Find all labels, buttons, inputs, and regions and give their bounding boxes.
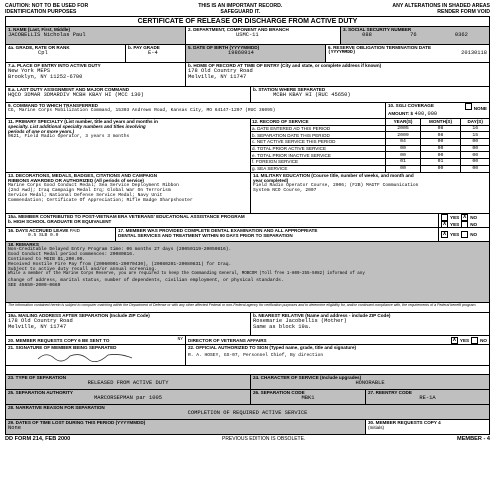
field-8b-station-separated: b. STATION WHERE SEPARATED MCBH KBAY HI (RUC 45650) (253, 87, 351, 98)
field-5-dob: 5. DATE OF BIRTH (YYYYMMDD) 19860914 (186, 45, 326, 62)
field-14-military-education: 14. MILITARY EDUCATION (Course title, number of weeks, and month and year completed) Field Radio Operator Course, 2006; (F2B) MAGTF Communication System NCO Course, 2007 (253, 173, 419, 194)
field-4a-grade: 4a. GRADE, RATE OR RANK Cpl (6, 45, 126, 62)
field-23-type-of-separation: 23. TYPE OF SEPARATION RELEASED FROM ACTIVE DUTY (6, 375, 251, 389)
sgli-none-checkbox[interactable] (465, 103, 472, 110)
service-row-label: a. DATE ENTERED AD THIS PERIOD (251, 125, 386, 132)
field-6-reserve-obligation: 6. RESERVE OBLIGATION TERMINATION DATE (YYYYMMDD) 20130118 (328, 45, 487, 56)
field-15-yes-no: YES X NO X YES NO (442, 214, 478, 227)
15b-no-checkbox[interactable] (461, 221, 468, 227)
service-row-label: e. TOTAL PRIOR INACTIVE SERVICE (251, 152, 386, 159)
service-row-label: g. SEA SERVICE (251, 165, 386, 172)
alterations-warning: ANY ALTERATIONS IN SHADED AREAS (392, 3, 490, 9)
form-number: DD FORM 214, FEB 2000 (5, 436, 71, 442)
service-row-days: 00 (461, 145, 489, 152)
field-15-education-assistance: 15a. MEMBER CONTRIBUTED TO POST-VIETNAM ERA VETERANS' EDUCATIONAL ASSISTANCE PROGRAM b. HIGH SCHOOL GRADUATE OR EQUIVALENT (6, 214, 439, 227)
field-20-copy-6: 20. MEMBER REQUESTS COPY 6 BE SENT TO NY (6, 336, 186, 344)
service-record-row (251, 159, 489, 166)
field-8a-last-duty: 8.a. LAST DUTY ASSIGNMENT AND MAJOR COMMAND HQCO 3DMAR 3DMARDIV MCBH KBAY HI (MCC 130) (6, 87, 251, 102)
15a-no-checkbox[interactable]: X (463, 214, 467, 220)
caution-header (5, 4, 490, 16)
field-7a-place-of-entry: 7.a. PLACE OF ENTRY INTO ACTIVE DUTY New York MEPS Brooklyn, NY 11252-6700 (6, 63, 186, 86)
field-4b-pay-grade: b. PAY GRADE E-4 (126, 45, 186, 62)
20-no-checkbox[interactable] (471, 337, 478, 344)
field-10-sgli: 10. SGLI COVERAGE NONE AMOUNT: $ 400,000 (388, 103, 487, 117)
service-row-years: 04 (386, 139, 420, 146)
service-row-months: 08 (420, 132, 461, 139)
20-yes-checkbox[interactable]: X (452, 336, 457, 343)
caution-left: CAUTION: NOT TO BE USED FOR (5, 3, 89, 9)
field-19b-nearest-relative: b. NEAREST RELATIVE (Name and address - include ZIP Code) Rosemarie Jacobellis (Mother) Same as block 19a. (253, 313, 391, 330)
service-row-years: 00 (386, 152, 420, 159)
field-21-member-signature[interactable]: 21. SIGNATURE OF MEMBER BEING SEPARATED (6, 345, 186, 365)
safeguard: SAFEGUARD IT. (220, 8, 261, 15)
service-row-months: 00 (420, 152, 461, 159)
field-17-yes-no: X YES NO (442, 231, 478, 237)
form-body (5, 16, 490, 435)
important-record: THIS IS AN IMPORTANT RECORD. (198, 3, 283, 9)
field-12-record-of-service (251, 119, 489, 172)
service-row-years: 00 (386, 145, 420, 152)
service-row-label: d. TOTAL PRIOR ACTIVE SERVICE (251, 145, 386, 152)
matching-footnote: The information contained herein is subject to computer matching within the Department of Defense or with any other affected Federal or non-Federal agency for verification purposes and to determine eligibility for, and/or continued compliance with, the requirements of a Federal benefit program. (8, 303, 477, 307)
service-record-row (251, 125, 489, 132)
field-13-decorations: 13. DECORATIONS, MEDALS, BADGES, CITATIONS AND CAMPAIGN RIBBONS AWARDED OR AUTHORIZED (All periods of service) Marine Corps Good Conduct Medal; Sea Service Deployment Ribbon (2nd Awd); Iraq Campaign Medal Irq; Global War On Terrorism Service Medal; National Defense Service Medal; Navy Unit Commendation; Certificate Of Appreciation; Rifle Badge Sharpshooter (6, 173, 251, 213)
service-row-days: 00 (461, 159, 489, 166)
service-row-label: b. SEPARATION DATE THIS PERIOD (251, 132, 386, 139)
field-2-department: 2. DEPARTMENT, COMPONENT AND BRANCH USMC-11 (186, 27, 341, 44)
17-yes-checkbox[interactable]: X (442, 231, 447, 237)
caution-left-2: IDENTIFICATION PURPOSES (5, 8, 77, 15)
field-11-primary-specialty: 11. PRIMARY SPECIALTY (List number, title and years and months in specialty. List additional specialty numbers and titles involving periods of one or more years.) 0621, Field Radio Operator, 3 years 3 months (6, 119, 251, 172)
field-20-office: DIRECTOR OF VETERANS AFFAIRS X YES NO (188, 336, 487, 343)
form-footer (5, 436, 490, 442)
service-row-days: 00 (461, 139, 489, 146)
field-25-separation-authority: 25. SEPARATION AUTHORITY MARCORSEPMAN par 1005 (6, 390, 251, 404)
field-28-narrative-reason: 28. NARRATIVE REASON FOR SEPARATION COMPLETION OF REQUIRED ACTIVE SERVICE (8, 405, 308, 416)
field-18-remarks: 18. REMARKS Non-Creditable Delayed Entry Program time: 06 months 27 days (20050119-20050816). Good Conduct Medal period commences: 20080816. Continued to MGIB $1,200.00. Received Hostile Fire Pay from (20060901-20070430), (20080201-20080831) for Iraq. Subject to active duty recall and/or annual screening. While a member of the Marine Corps Reserve, you are required to keep the Commanding General, MOBCOM (Toll free 1-800-255-5082) informed of any change of address, marital status, number of dependents, civilian employment, or physical standards. SEE 45650-2009-0669 (8, 242, 365, 288)
service-row-years: 2005 (386, 125, 420, 132)
service-row-years: 2009 (386, 132, 420, 139)
field-29-time-lost: 29. DATES OF TIME LOST DURING THIS PERIOD (YYYYMMDD) None (6, 420, 366, 434)
field-1-name: 1. NAME (Last, First, Middle) JACOBELLIS Nicholas Paul (6, 27, 186, 44)
obsolete-note: PREVIOUS EDITION IS OBSOLETE. (221, 436, 306, 442)
service-row-days: 15 (461, 132, 489, 139)
service-record-row (251, 139, 489, 146)
field-26-separation-code: 26. SEPARATION CODE MBK1 (251, 390, 366, 404)
service-record-row (251, 132, 489, 139)
form-title: CERTIFICATE OF RELEASE OR DISCHARGE FROM ACTIVE DUTY (6, 17, 489, 27)
field-24-character-of-service: 24. CHARACTER OF SERVICE (Include upgrades) HONORABLE (253, 375, 385, 386)
field-16-leave: 16. DAYS ACCRUED LEAVE PAID 0.5 SLB 0.0 (6, 228, 116, 241)
15b-yes-checkbox[interactable]: X (442, 221, 447, 227)
service-record-row (251, 152, 489, 159)
field-9-command-transferred: 9. COMMAND TO WHICH TRANSFERRED CG, Marine Corps Mobilization Command, 15303 Andrews Road, Kansas City, MO 64147-1207 (RUC 36095) (6, 103, 386, 118)
field-19a-mailing-address: 19a. MAILING ADDRESS AFTER SEPARATION (Include ZIP Code) 178 Old Country Road Melville, NY 11747 (6, 313, 251, 335)
field-27-reentry-code: 27. REENTRY CODE RE-1A (368, 390, 436, 401)
service-row-months: 08 (420, 125, 461, 132)
17-no-checkbox[interactable] (461, 231, 468, 238)
service-row-days: 00 (461, 152, 489, 159)
service-record-row (251, 165, 489, 172)
service-row-days: 16 (461, 125, 489, 132)
service-row-years: 01 (386, 159, 420, 166)
special-info-header (6, 366, 489, 374)
service-row-label: c. NET ACTIVE SERVICE THIS PERIOD (251, 139, 386, 146)
service-row-years: 00 (386, 165, 420, 172)
member-signature-scribble (36, 350, 156, 362)
service-row-days: 00 (461, 165, 489, 172)
render-void: RENDER FORM VOID (437, 8, 490, 15)
service-record-row (251, 145, 489, 152)
service-row-months: 00 (420, 139, 461, 146)
field-3-ssn: 3. SOCIAL SECURITY NUMBER 088 76 0362 (341, 27, 489, 44)
copy-designation: MEMBER - 4 (457, 436, 490, 442)
service-record-table: 12. RECORD OF SERVICE YEAR(S) MONTH(S) DAY(S) a. DATE ENTERED AD THIS PERIOD 2005 08 16 b. SEPARATION DATE THIS PERIOD 2009 08 15 c. NET ACTIVE SERVICE THIS PERIOD 04 00 00 d. TOTAL PRIOR ACTIVE SERVICE 00 00 00 e. TOTAL PRIOR INACTIVE SERVICE 00 00 00 f. FOREIGN SERVICE 01 01 00 g. SEA SERVICE 00 00 00 (251, 119, 489, 172)
field-30-copy-4[interactable]: 30. MEMBER REQUESTS COPY 4 (Initials) (368, 420, 441, 430)
field-7b-home-of-record: b. HOME OF RECORD AT TIME OF ENTRY (City and state, or complete address if known) 178 Old Country Road Melville, NY 11747 (188, 63, 382, 80)
dd214-page (5, 4, 490, 491)
service-row-label: f. FOREIGN SERVICE (251, 159, 386, 166)
field-22-official-signature[interactable]: 22. OFFICIAL AUTHORIZED TO SIGN (Typed name, grade, title and signature) R. A. HOSEY, GS-07, Personnel Chief, By direction (188, 345, 357, 358)
service-row-months: 00 (420, 145, 461, 152)
field-17-dental: 17. MEMBER WAS PROVIDED COMPLETE DENTAL EXAMINATION AND ALL APPROPRIATE DENTAL SERVICES AND TREATMENT WITHIN 90 DAYS PRIOR TO SEPARATION (116, 228, 439, 241)
service-row-months: 00 (420, 165, 461, 172)
service-row-months: 01 (420, 159, 461, 166)
15a-yes-checkbox[interactable] (441, 214, 448, 221)
